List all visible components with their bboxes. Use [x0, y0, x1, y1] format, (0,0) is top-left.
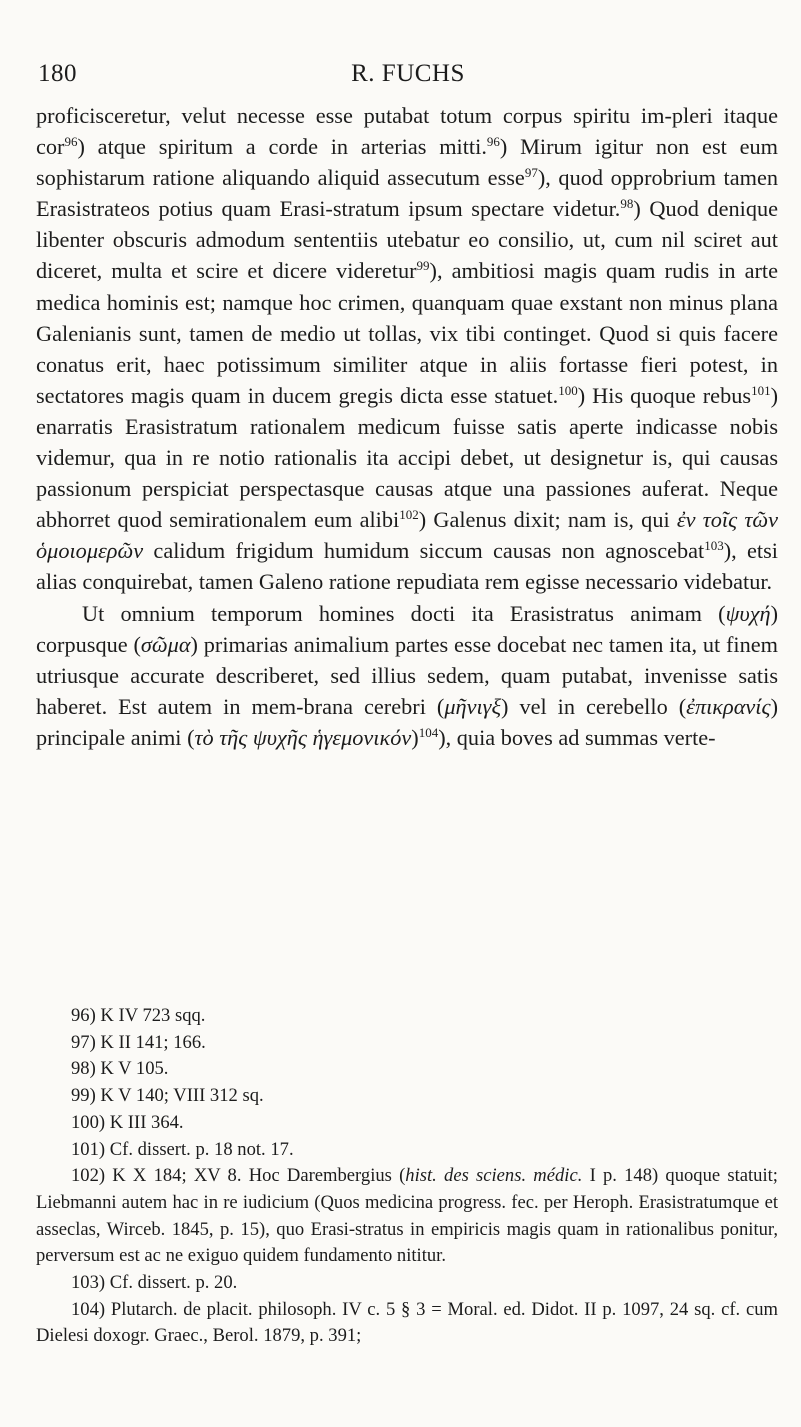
running-header [38, 60, 778, 92]
footnotes [36, 1003, 778, 1350]
footnote-ref[interactable]: 97 [524, 165, 538, 181]
text-run: ), quod opprobrium tamen Erasistrateos potius quam Erasi-stratum ipsum spectare videtur. [36, 165, 779, 222]
text-run: proficisceretur, velut necesse esse putabat totum corpus spiritu im-pleri itaque cor [36, 103, 778, 160]
main-text [36, 100, 778, 753]
footnote-102-lead: 102) K X 184; XV 8. Hoc Darembergius ( [71, 1165, 406, 1187]
text-run: calidum frigidum humidum siccum causas non agnoscebat [143, 538, 705, 564]
text-run: ) primarias animalium partes esse docebat nec tamen ita, ut finem utriusque accurate describeret, sed illius sedem, quam putabat, invenisse satis haberet. Est autem in mem-brana cerebri ( [36, 631, 779, 719]
text-run: ) corpusque ( [36, 600, 778, 657]
footnote-97: 97) K II 141; 166. [71, 1031, 206, 1053]
footnote-102-title: hist. des sciens. médic. [405, 1165, 583, 1187]
text-run: ) vel in cerebello ( [501, 693, 687, 719]
text-run: ) His quoque rebus [577, 382, 752, 408]
text-run: ), etsi alias conquirebat, tamen Galeno ratione repudiata rem egisse necessario videbatur. [36, 538, 778, 595]
paragraph-2 [36, 598, 778, 753]
footnote-ref[interactable]: 101 [751, 382, 771, 398]
footnote-ref[interactable]: 104 [418, 724, 439, 740]
text-run: ) atque spiritum a corde in arterias mitti. [77, 134, 487, 160]
footnote-ref[interactable]: 100 [558, 382, 578, 398]
footnote-99: 99) K V 140; VIII 312 sq. [71, 1085, 264, 1107]
paragraph-1 [36, 100, 778, 598]
footnote-104-text: 104) Plutarch. de placit. philosoph. IV c. 5 § 3 = Moral. ed. Didot. II p. 1097, 24 sq. cf. cum Dielesi doxogr. Graec., Berol. 1879, p. 391; [36, 1298, 778, 1347]
footnote-101: 101) Cf. dissert. p. 18 not. 17. [71, 1138, 294, 1160]
footnote-96: 96) K IV 723 sqq. [71, 1005, 206, 1026]
text-run: ) [411, 724, 419, 750]
text-run: ), ambitiosi magis quam rudis in arte medica hominis est; namque hoc crimen, quanquam quae exstant non minus plana Galenianis sunt, tamen de medio ut tollas, vix tibi continget. Quod si quis facere conatus erit, haec potissimum similiter atque in aliis fortasse fieri potest, in sectatores magis quam in ducem gregis dicta esse statuet. [36, 258, 778, 408]
greek-term: ψυχή [725, 600, 771, 626]
greek-term: μῆνιγξ [444, 693, 502, 719]
greek-term: ἐπικρανίς [686, 693, 771, 719]
text-run: Ut omnium temporum homines docti ita Erasistratus animam ( [82, 600, 726, 626]
footnote-ref[interactable]: 99 [416, 258, 430, 274]
text-run: ) Mirum igitur non est eum sophistarum ratione aliquando aliquid assecutum esse [36, 134, 778, 191]
text-run: ) Galenus dixit; nam is, qui [418, 507, 677, 533]
text-run: ), quia boves ad summas verte- [438, 724, 716, 750]
greek-term: τὸ τῆς ψυχῆς ἡγεμονικόν [194, 724, 412, 750]
running-title: R. FUCHS [351, 60, 465, 87]
text-run: ) Quod denique libenter obscuris admodum sententiis utebatur eo consilio, ut, cum nil sciret aut diceret, multa et scire et dicere videretur [36, 196, 779, 284]
greek-term: ἐν τοῖς τῶν ὁμοιομερῶν [36, 507, 778, 564]
footnote-ref[interactable]: 102 [399, 507, 419, 523]
footnote-103: 103) Cf. dissert. p. 20. [71, 1272, 238, 1294]
text-run: ) enarratis Erasistratum rationalem medicum fuisse satis aperte indicasse nobis videmur, qua in re notio rationalis ita accipi debet, ut designetur is, qui causas passionum perspiciat perspectasque causas atque una passiones auferat. Neque abhorret quod semirationalem eum alibi [36, 382, 778, 533]
footnote-ref[interactable]: 96 [486, 134, 500, 150]
footnote-ref[interactable]: 98 [620, 196, 634, 212]
footnote-ref[interactable]: 103 [704, 538, 724, 554]
footnote-100: 100) K III 364. [71, 1111, 184, 1133]
footnote-102-rest: I p. 148) quoque statuit; Liebmanni autem hac in re iudicium (Quos medicina progress. fec. per Heroph. Erasistratumque et asseclas, Wirceb. 1845, p. 15), quo Erasi-stratus in empiricis magis quam in rationalibus ponitur, perversum est ac ne exiguo quidem fundamento nititur. [36, 1165, 778, 1267]
footnote-98: 98) K V 105. [71, 1058, 169, 1080]
page-number: 180 [38, 60, 77, 87]
text-run: ) principale animi ( [36, 693, 778, 750]
footnote-104 [36, 1297, 778, 1350]
footnote-102 [36, 1163, 778, 1270]
footnote-ref[interactable]: 96 [64, 134, 78, 150]
greek-term: σῶμα [140, 631, 191, 657]
